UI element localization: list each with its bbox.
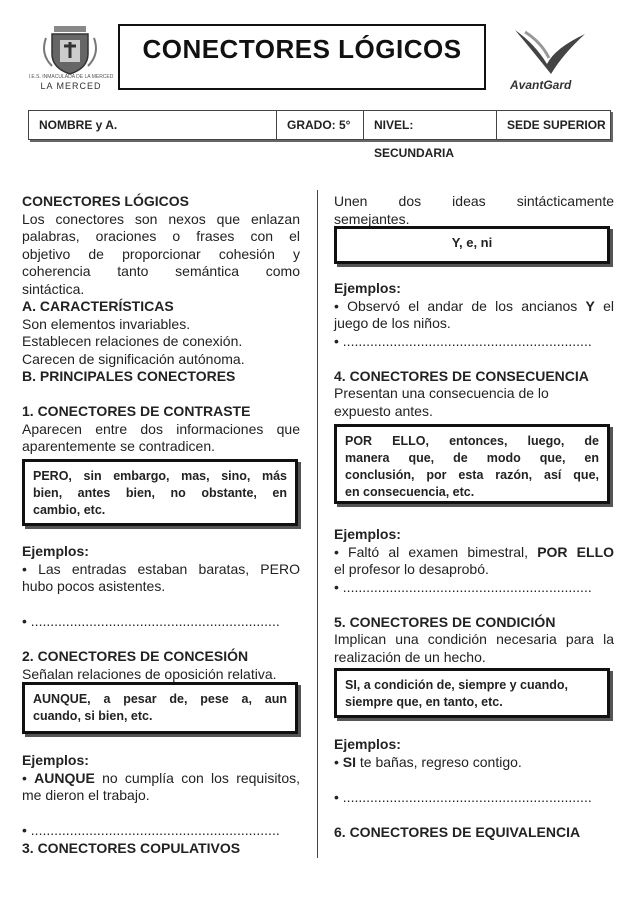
example-text: no cumplía con los requisitos,: [94, 769, 300, 786]
example-blank-line: • ................................................................: [334, 788, 592, 805]
page-title: CONECTORES LÓGICOS: [142, 34, 462, 64]
example-blank-line: • ................................................................: [22, 613, 280, 629]
name-field-label: NOMBRE y A.: [29, 111, 277, 139]
consequence-desc: expuesto antes.: [334, 402, 433, 419]
example-line: me dieron el trabajo.: [22, 787, 150, 803]
example-blank-line: • ................................................................: [22, 822, 280, 838]
section-a-heading: A. CARACTERÍSTICAS: [22, 298, 174, 314]
intro-line: palabras, oraciones o frases con el: [22, 228, 300, 244]
example-bold-connector: AUNQUE: [34, 769, 95, 786]
school-caption: LA MERCED: [40, 81, 102, 91]
box-line: cuando, si bien, etc.: [33, 709, 153, 723]
column-divider: [317, 190, 318, 858]
title-box: [118, 24, 486, 90]
example-blank-line: • ................................................................: [334, 332, 592, 349]
intro-line: objetivo de proporcionar cohesión y: [22, 245, 300, 262]
box-line: cambio, etc.: [33, 503, 106, 517]
student-info-bar: [28, 110, 611, 160]
contrast-examples: [22, 543, 300, 683]
concession-examples: [22, 752, 300, 857]
examples-label: Ejemplos:: [22, 752, 89, 768]
condition-heading: 5. CONECTORES DE CONDICIÓN: [334, 613, 556, 630]
contrast-desc: Aparecen entre dos informaciones que: [22, 420, 300, 437]
intro-line: sintáctica.: [22, 280, 85, 297]
brand-name: AvantGard: [510, 78, 572, 92]
copulative-desc: Unen dos ideas sintácticamente: [334, 193, 614, 209]
intro-line: coherencia tanto semántica como: [22, 263, 300, 279]
copulative-desc: semejantes.: [334, 210, 410, 227]
example-text: el: [594, 297, 614, 314]
copulative-examples: [334, 280, 614, 420]
right-column: [334, 193, 614, 228]
bullet: •: [334, 753, 343, 770]
equivalence-heading: 6. CONECTORES DE EQUIVALENCIA: [334, 823, 581, 840]
condition-desc: Implican una condición necesaria para la: [334, 631, 614, 647]
concession-connectors-box: [22, 682, 298, 734]
section-b-heading: B. PRINCIPALES CONECTORES: [22, 368, 236, 384]
consequence-connectors-box: [334, 424, 610, 504]
box-line: conclusión, por esta razón, así que,: [345, 468, 599, 482]
example-blank-line: • ................................................................: [334, 578, 592, 595]
examples-label: Ejemplos:: [334, 526, 401, 542]
intro-line: Los conectores son nexos que enlazan: [22, 210, 300, 227]
example-line: juego de los niños.: [334, 315, 451, 331]
contrast-heading: 1. CONECTORES DE CONTRASTE: [22, 403, 251, 419]
example-text: te bañas, regreso contigo.: [356, 753, 522, 770]
school-caption-small: I.E.S. INMACULADA DE LA MERCED: [28, 74, 114, 80]
example-bold-connector: Y: [585, 297, 595, 314]
example-text: • Faltó al examen bimestral,: [334, 543, 538, 560]
level-label: NIVEL: SECUNDARIA: [364, 111, 497, 139]
example-text: • Observó el andar de los ancianos: [334, 297, 586, 314]
consequence-examples: [334, 526, 614, 666]
bullet: •: [22, 769, 35, 786]
box-line: manera que, de modo que, en: [345, 451, 599, 465]
campus-label: SEDE SUPERIOR: [507, 118, 606, 132]
contrast-desc: aparentemente se contradicen.: [22, 438, 216, 454]
characteristic-item: Carecen de significación autónoma.: [22, 350, 245, 367]
consequence-desc: Presentan una consecuencia de lo: [334, 385, 549, 401]
box-line: Y, e, ni: [451, 235, 493, 250]
example-line: hubo pocos asistentes.: [22, 578, 166, 594]
box-line: PERO, sin embargo, mas, sino, más: [33, 469, 287, 483]
example-line: el profesor lo desaprobó.: [334, 561, 489, 577]
contrast-connectors-box: [22, 459, 298, 526]
condition-desc: realización de un hecho.: [334, 648, 486, 665]
copulative-connectors-box: [334, 226, 610, 264]
main-heading: CONECTORES LÓGICOS: [22, 193, 189, 209]
box-line: en consecuencia, etc.: [345, 485, 475, 499]
box-line: POR ELLO, entonces, luego, de: [345, 434, 599, 448]
examples-label: Ejemplos:: [22, 543, 89, 559]
examples-label: Ejemplos:: [334, 280, 401, 296]
characteristic-item: Son elementos invariables.: [22, 315, 191, 332]
concession-desc: Señalan relaciones de oposición relativa.: [22, 665, 277, 682]
example-bold-connector: POR ELLO: [537, 543, 615, 560]
concession-heading: 2. CONECTORES DE CONCESIÓN: [22, 648, 249, 664]
grade-label: GRADO: 5°: [277, 111, 364, 139]
examples-label: Ejemplos:: [334, 736, 401, 752]
example-bold-connector: SI: [342, 753, 357, 770]
box-line: bien, antes bien, no obstante, en: [33, 486, 287, 500]
box-line: AUNQUE, a pesar de, pese a, aun: [33, 692, 287, 706]
condition-examples: [334, 736, 614, 841]
consequence-heading: 4. CONECTORES DE CONSECUENCIA: [334, 367, 589, 384]
box-line: siempre que, en tanto, etc.: [345, 695, 503, 709]
left-column: [22, 193, 300, 456]
characteristic-item: Establecen relaciones de conexión.: [22, 333, 243, 349]
example-line: • Las entradas estaban baratas, PERO: [22, 560, 300, 577]
copulative-heading: 3. CONECTORES COPULATIVOS: [22, 839, 241, 856]
condition-connectors-box: [334, 668, 610, 718]
box-line: SI, a condición de, siempre y cuando,: [345, 678, 568, 692]
